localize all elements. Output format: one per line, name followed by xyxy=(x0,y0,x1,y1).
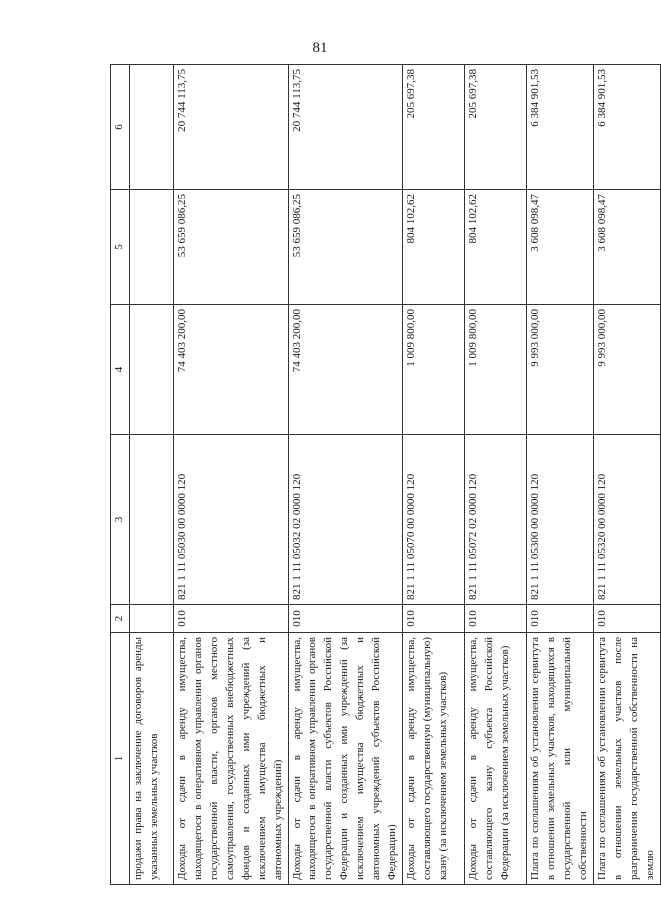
row-col5: 3 608 098,47 xyxy=(593,190,660,305)
budget-revenue-table xyxy=(110,64,661,885)
row-kbk: 821 1 11 05320 00 0000 120 xyxy=(593,435,660,605)
row-col6: 20 744 113,75 xyxy=(173,65,288,190)
row-col5 xyxy=(129,190,173,305)
page-number: 81 xyxy=(312,40,328,56)
row-name: Доходы от сдачи в аренду имущества, составляющего государственную (муниципальную) казну (за исключением земельных участков) xyxy=(403,633,465,885)
row-col5: 53 659 086,25 xyxy=(173,190,288,305)
row-col6: 6 384 901,53 xyxy=(593,65,660,190)
row-code xyxy=(129,605,173,633)
table-header-row xyxy=(111,65,130,885)
row-kbk xyxy=(129,435,173,605)
column-header: 6 xyxy=(111,65,130,190)
column-header: 1 xyxy=(111,633,130,885)
row-kbk: 821 1 11 05072 02 0000 120 xyxy=(465,435,527,605)
row-col6 xyxy=(129,65,173,190)
row-col6: 205 697,38 xyxy=(403,65,465,190)
row-name: Доходы от сдачи в аренду имущества, составляющего казну субъекта Российской Федерации (за исключением земельных участков) xyxy=(465,633,527,885)
table-row xyxy=(129,65,173,885)
rotated-table-container xyxy=(110,65,656,885)
column-header: 2 xyxy=(111,605,130,633)
row-col6: 205 697,38 xyxy=(465,65,527,190)
row-code: 010 xyxy=(593,605,660,633)
row-kbk: 821 1 11 05032 02 0000 120 xyxy=(288,435,403,605)
column-header: 5 xyxy=(111,190,130,305)
row-col4: 9 993 000,00 xyxy=(527,305,594,435)
row-code: 010 xyxy=(288,605,403,633)
row-col5: 3 608 098,47 xyxy=(527,190,594,305)
row-col5: 804 102,62 xyxy=(403,190,465,305)
row-kbk: 821 1 11 05300 00 0000 120 xyxy=(527,435,594,605)
table-row xyxy=(465,65,527,885)
row-col4: 74 403 200,00 xyxy=(173,305,288,435)
row-code: 010 xyxy=(527,605,594,633)
column-header: 4 xyxy=(111,305,130,435)
row-kbk: 821 1 11 05030 00 0000 120 xyxy=(173,435,288,605)
table-row xyxy=(403,65,465,885)
row-col4 xyxy=(129,305,173,435)
row-col5: 804 102,62 xyxy=(465,190,527,305)
table-row xyxy=(527,65,594,885)
row-code: 010 xyxy=(173,605,288,633)
column-header: 3 xyxy=(111,435,130,605)
row-code: 010 xyxy=(465,605,527,633)
row-col6: 6 384 901,53 xyxy=(527,65,594,190)
row-col6: 20 744 113,75 xyxy=(288,65,403,190)
row-col4: 1 009 800,00 xyxy=(403,305,465,435)
row-name: Плата по соглашениям об установлении сервитута в отношении земельных участков, находящихся в государственной или муниципальной собственности xyxy=(527,633,594,885)
table-row xyxy=(593,65,660,885)
row-col4: 1 009 800,00 xyxy=(465,305,527,435)
row-name: Плата по соглашениям об установлении сервитута в отношении земельных участков после разграничения государственной собственности на землю xyxy=(593,633,660,885)
row-name: Доходы от сдачи в аренду имущества, находящегося в оперативном управлении органов государственной власти, органов местного самоуправления, государственных внебюджетных фондов и созданных ими учреждений (за исключением имущества бюджетных и автономных учреждений) xyxy=(173,633,288,885)
row-kbk: 821 1 11 05070 00 0000 120 xyxy=(403,435,465,605)
row-name: Доходы от сдачи в аренду имущества, находящегося в оперативном управлении органов государственной власти субъектов Российской Федерации и созданных ими учреждений (за исключением имущества бюджетных и автономных учреждений субъектов Российской Федерации) xyxy=(288,633,403,885)
row-col4: 74 403 200,00 xyxy=(288,305,403,435)
row-col4: 9 993 000,00 xyxy=(593,305,660,435)
table-row xyxy=(173,65,288,885)
row-code: 010 xyxy=(403,605,465,633)
table-row xyxy=(288,65,403,885)
row-col5: 53 659 086,25 xyxy=(288,190,403,305)
row-name: продажи права на заключение договоров аренды указанных земельных участков xyxy=(129,633,173,885)
